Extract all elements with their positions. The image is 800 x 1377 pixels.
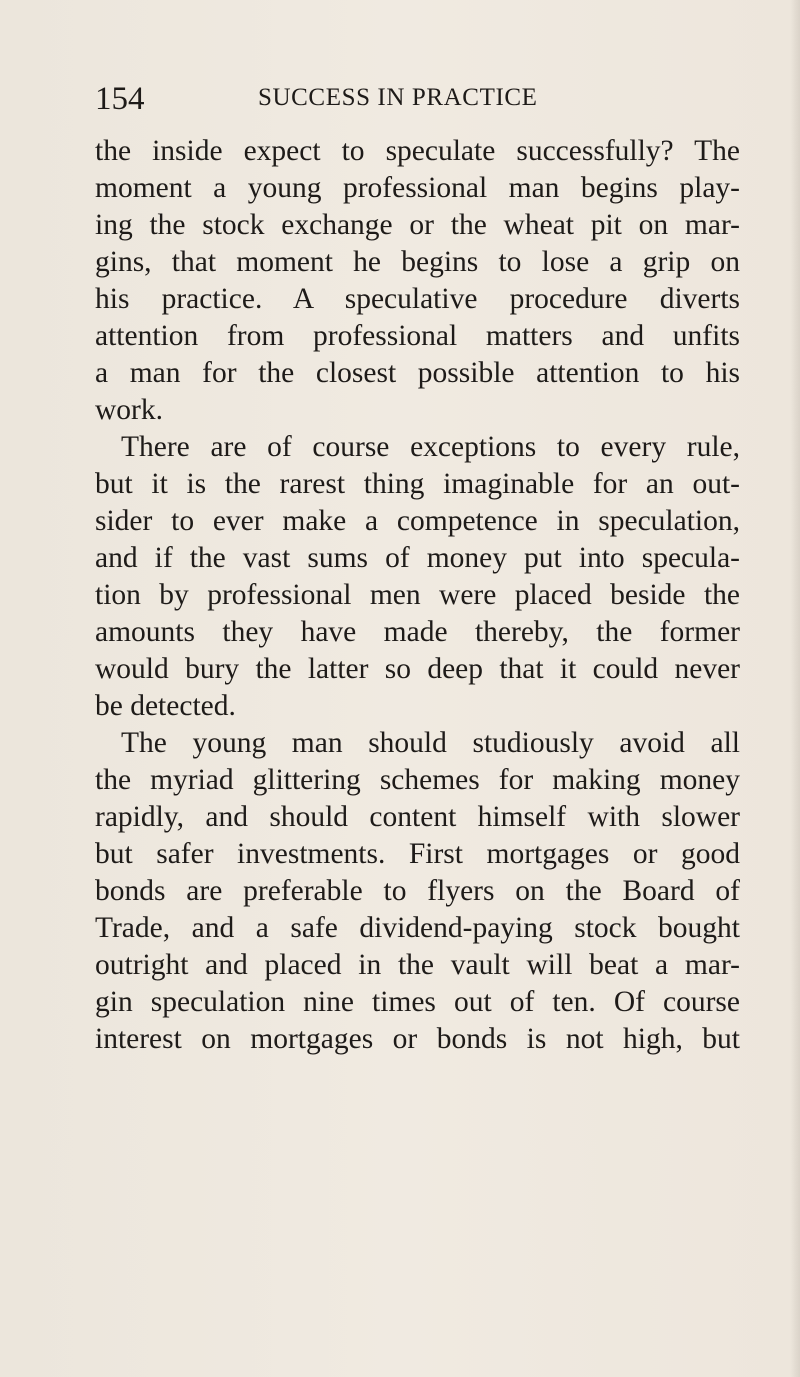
text-line: ing the stock exchange or the wheat pit on mar- (95, 209, 740, 241)
text-line: his practice. A speculative procedure diverts (95, 283, 740, 315)
text-line: would bury the latter so deep that it could never (95, 653, 740, 685)
text-line: a man for the closest possible attention to his (95, 357, 740, 389)
text-line: and if the vast sums of money put into specula- (95, 542, 740, 574)
running-title: SUCCESS IN PRACTICE (258, 84, 538, 111)
text-line: amounts they have made thereby, the former (95, 616, 740, 648)
text-line: moment a young professional man begins play- (95, 172, 740, 204)
text-line: interest on mortgages or bonds is not high, but (95, 1023, 740, 1055)
text-line: gin speculation nine times out of ten. Of course (95, 986, 740, 1018)
text-line: but it is the rarest thing imaginable for an out- (95, 468, 740, 500)
text-line: bonds are preferable to flyers on the Board of (95, 875, 740, 907)
text-line: the inside expect to speculate successfully? The (95, 135, 740, 167)
text-line: There are of course exceptions to every rule, (121, 431, 740, 463)
text-line: the myriad glittering schemes for making money (95, 764, 740, 796)
text-line: but safer investments. First mortgages or good (95, 838, 740, 870)
text-line: The young man should studiously avoid all (121, 727, 740, 759)
running-head (95, 76, 740, 126)
text-line: be detected. (95, 690, 236, 722)
text-line: tion by professional men were placed beside the (95, 579, 740, 611)
page-number: 154 (95, 81, 145, 117)
text-line: rapidly, and should content himself with slower (95, 801, 740, 833)
body-text (95, 133, 740, 1058)
page-edge-shadow (790, 0, 800, 1377)
text-line: work. (95, 394, 164, 426)
text-line: Trade, and a safe dividend-paying stock bought (95, 912, 740, 944)
text-line: attention from professional matters and unfits (95, 320, 740, 352)
text-line: gins, that moment he begins to lose a grip on (95, 246, 740, 278)
text-line: outright and placed in the vault will beat a mar- (95, 949, 740, 981)
text-line: sider to ever make a competence in speculation, (95, 505, 740, 537)
